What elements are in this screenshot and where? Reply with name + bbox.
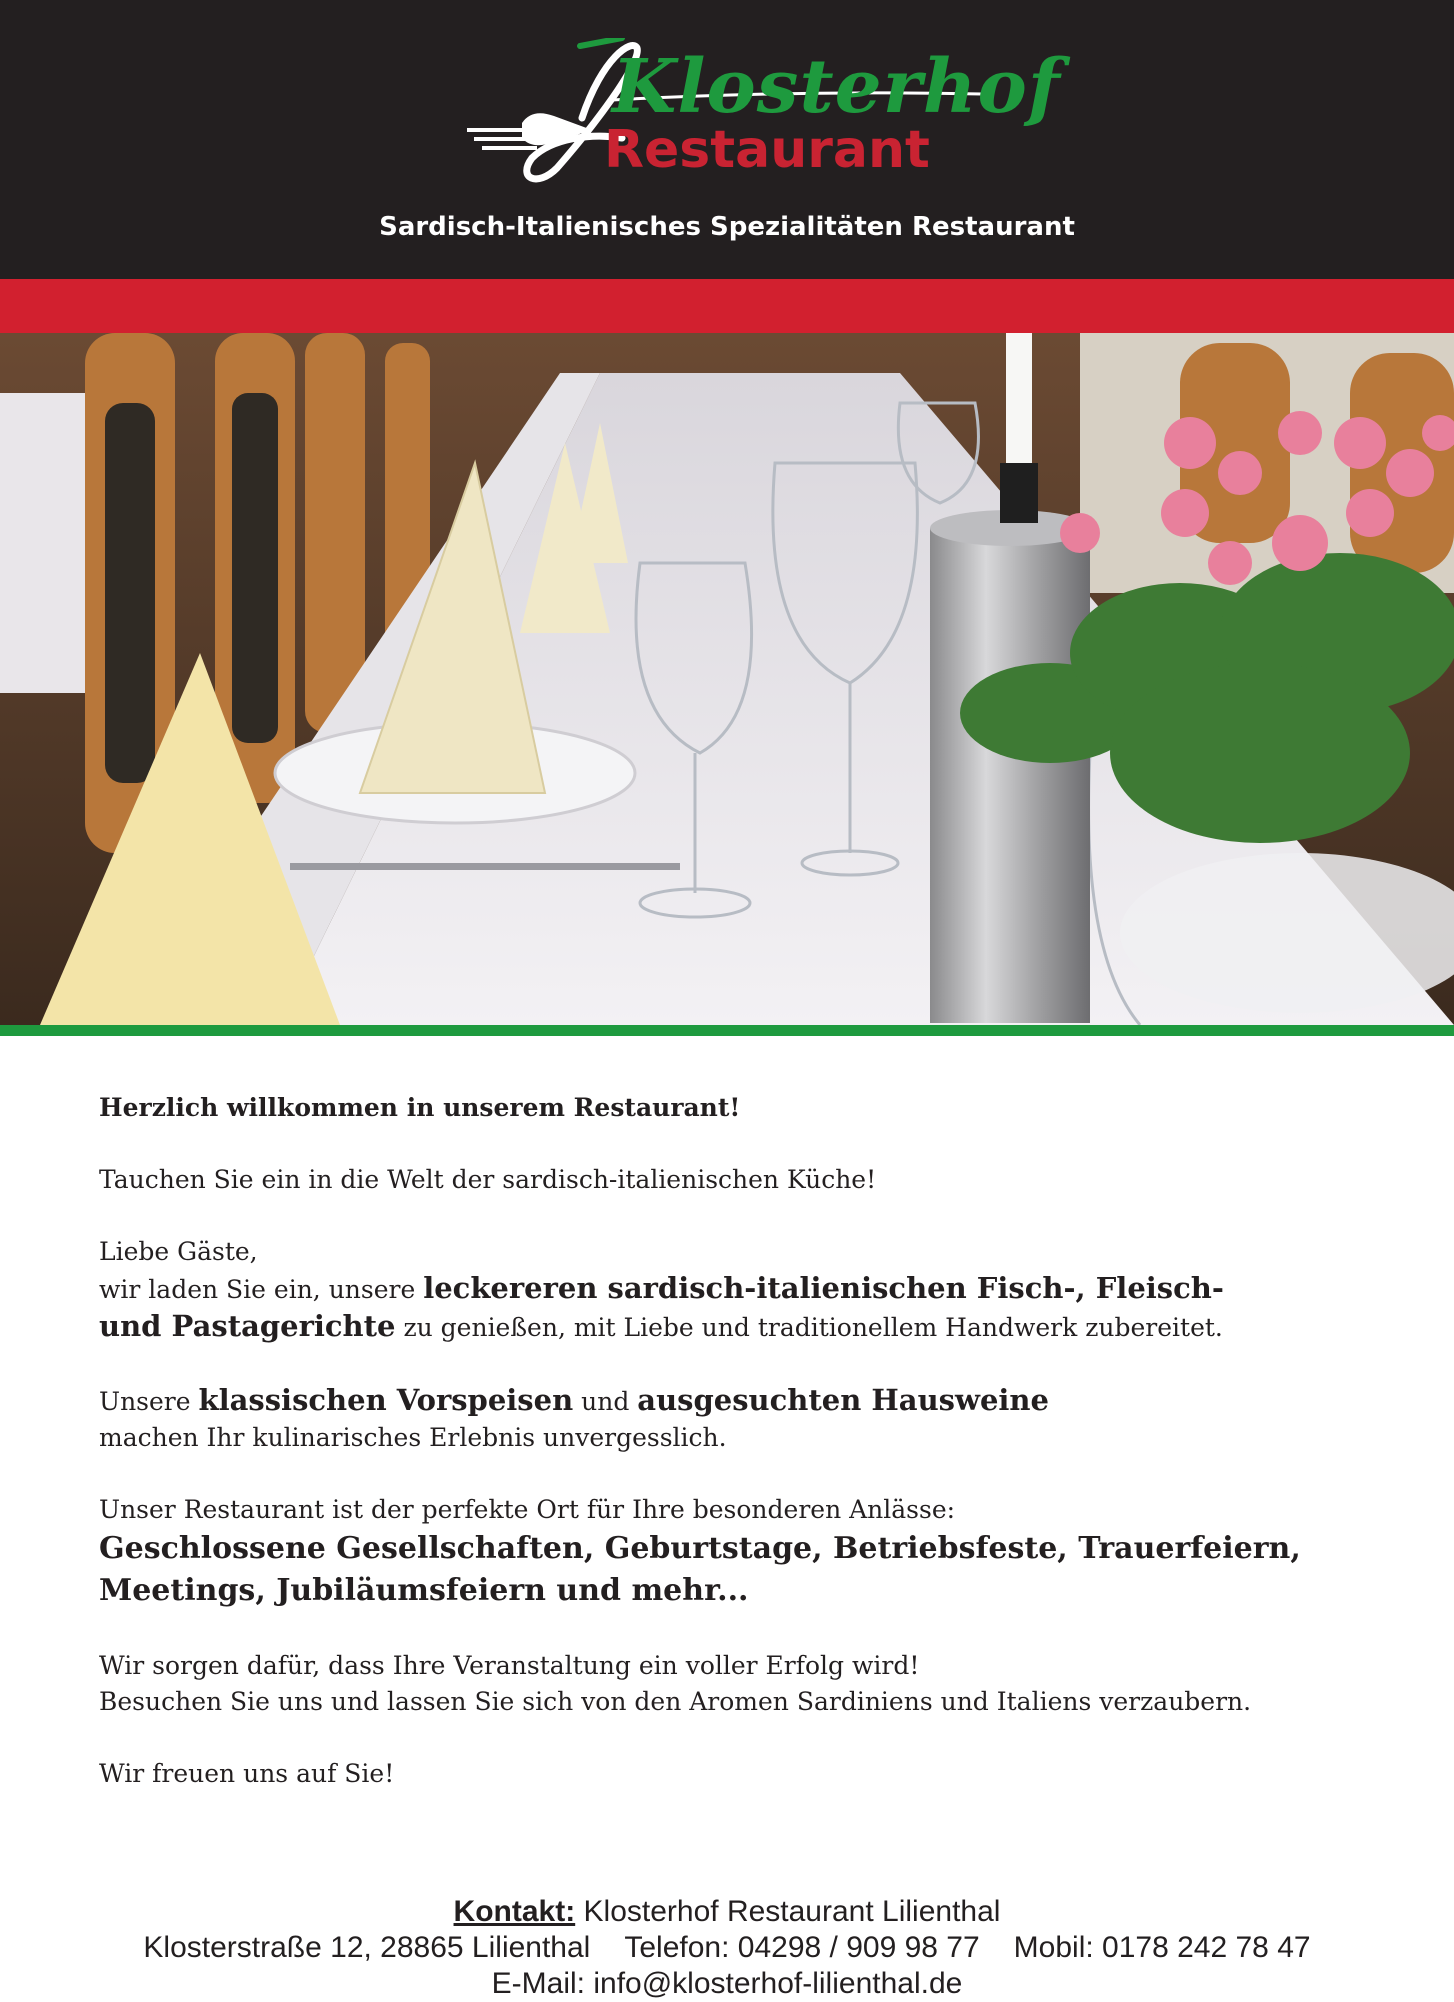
contact-email[interactable]: E-Mail: info@klosterhof-lilienthal.de [491, 1967, 963, 2000]
restaurant-logo [462, 38, 1061, 190]
contact-address: Klosterstraße 12, 28865 Lilienthal [143, 1931, 591, 1964]
contact-block [0, 1894, 1454, 2002]
contact-label: Kontakt: [453, 1895, 576, 1928]
welcome-heading: Herzlich willkommen in unserem Restaurant! [99, 1093, 741, 1122]
success-line: Wir sorgen dafür, dass Ihre Veranstaltung ein voller Erfolg wird! [99, 1651, 920, 1680]
logo-script-text: Klosterhof [612, 44, 1061, 130]
header-subtitle: Sardisch-Italienisches Spezialitäten Restaurant [379, 212, 1075, 242]
dishes-paragraph-cont: und Pastagerichte zu genießen, mit Liebe und traditionellem Handwerk zubereitet. [99, 1309, 1223, 1343]
greeting-line: Liebe Gäste, [99, 1237, 258, 1266]
logo-word-text: Restaurant [604, 120, 930, 180]
contact-mobile[interactable]: Mobil: 0178 242 78 47 [1013, 1931, 1311, 1964]
dishes-paragraph: wir laden Sie ein, unsere leckereren sardisch-italienischen Fisch-, Fleisch- [99, 1271, 1224, 1305]
events-list-line-1: Geschlossene Gesellschaften, Geburtstage, Betriebsfeste, Trauerfeiern, [99, 1531, 1301, 1566]
header [0, 0, 1454, 279]
events-paragraph: Unser Restaurant ist der perfekte Ort für Ihre besonderen Anlässe: [99, 1495, 956, 1524]
contact-line-3 [0, 1966, 1454, 2002]
green-divider-line [0, 1025, 1454, 1036]
wines-paragraph: Unsere klassischen Vorspeisen und ausgesuchten Hausweine [99, 1383, 1049, 1417]
intro-paragraph: Tauchen Sie ein in die Welt der sardisch-italienischen Küche! [99, 1165, 877, 1194]
closing-line: Wir freuen uns auf Sie! [99, 1759, 395, 1788]
visit-line: Besuchen Sie uns und lassen Sie sich von den Aromen Sardiniens und Italiens verzaubern. [99, 1687, 1252, 1716]
contact-phone[interactable]: Telefon: 04298 / 909 98 77 [624, 1931, 980, 1964]
contact-line-2 [0, 1930, 1454, 1966]
contact-line-1 [0, 1894, 1454, 1930]
table-setting-photo [0, 333, 1454, 1025]
wines-paragraph-cont: machen Ihr kulinarisches Erlebnis unvergesslich. [99, 1423, 727, 1452]
contact-name: Klosterhof Restaurant Lilienthal [583, 1895, 1001, 1928]
red-divider-band [0, 279, 1454, 333]
events-list-line-2: Meetings, Jubiläumsfeiern und mehr... [99, 1573, 749, 1608]
welcome-text [99, 1090, 1399, 1792]
